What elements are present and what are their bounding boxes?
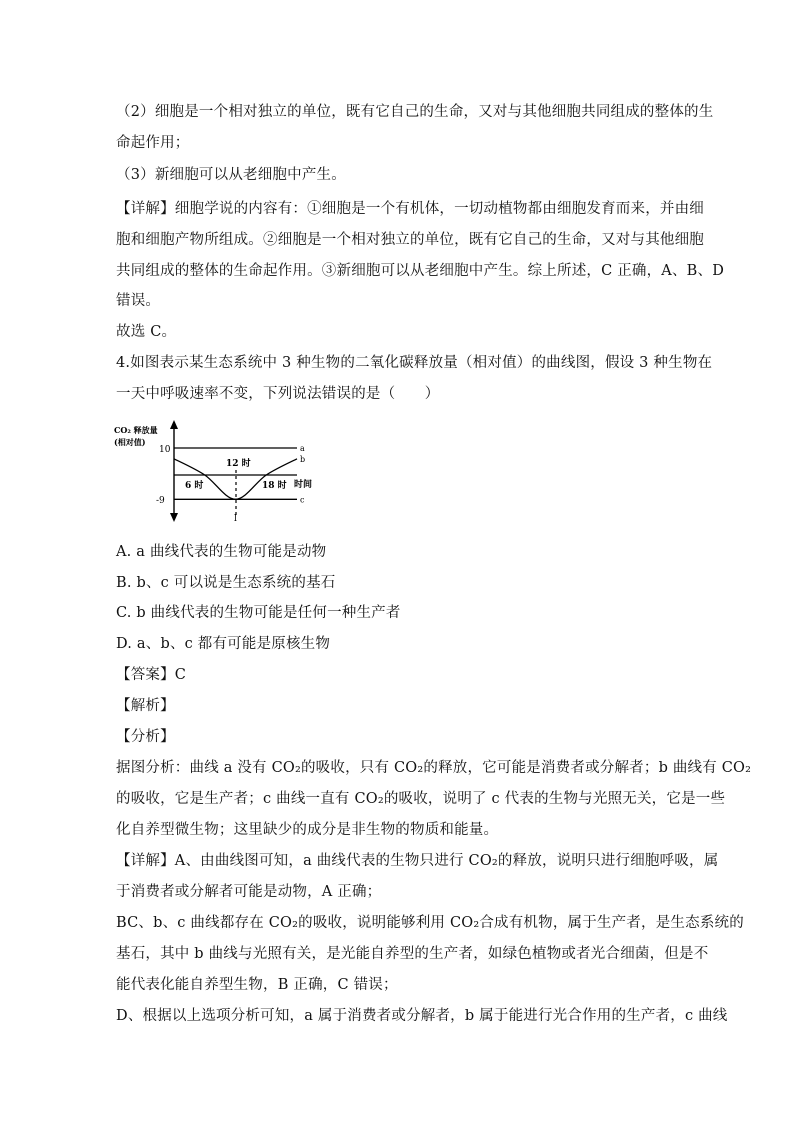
- section-heading: 【解析】: [116, 698, 175, 714]
- series-b-label: b: [300, 454, 306, 464]
- option-a: A. a 曲线代表的生物可能是动物: [116, 544, 327, 560]
- y-tick-label: -9: [156, 496, 165, 506]
- question-line: 4.如图表示某生态系统中 3 种生物的二氧化碳释放量（相对值）的曲线图，假设 3 种生物在: [116, 355, 713, 371]
- text-line: 胞和细胞产物所组成。②细胞是一个相对独立的单位，既有它自己的生命，又对与其他细胞: [116, 232, 704, 248]
- y-axis-label-2: (相对值): [114, 437, 146, 447]
- text-line: 共同组成的整体的生命起作用。③新细胞可以从老细胞中产生。综上所述，C 正确，A、B、D: [116, 263, 725, 279]
- series-a-label: a: [300, 444, 305, 453]
- time-label-6: 6 时: [185, 481, 204, 491]
- text-line: 【详解】细胞学说的内容有：①细胞是一个有机体，一切动植物都由细胞发育而来，并由细: [116, 201, 704, 217]
- text-line: 基石，其中 b 曲线与光照有关，是光能自养型的生产者，如绿色植物或者光合细菌，但是不: [116, 946, 709, 962]
- noon-marker-label: l: [234, 514, 237, 524]
- text-line: D、根据以上选项分析可知，a 属于消费者或分解者，b 属于能进行光合作用的生产者，c 曲线: [116, 1008, 728, 1024]
- text-line: 【详解】A、由曲线图可知，a 曲线代表的生物只进行 CO₂的释放，说明只进行细胞呼吸，属: [116, 853, 719, 869]
- text-line: 能代表化能自养型生物，B 正确，C 错误；: [116, 977, 398, 993]
- text-line: 化自养型微生物；这里缺少的成分是非生物的物质和能量。: [116, 822, 499, 838]
- y-axis-label-1: CO₂ 释放量: [114, 425, 158, 435]
- text-line: 于消费者或分解者可能是动物，A 正确；: [116, 884, 382, 900]
- answer-line: 【答案】C: [116, 667, 187, 683]
- text-line: BC、b、c 曲线都存在 CO₂的吸收，说明能够利用 CO₂合成有机物，属于生产者，是生态系统的: [116, 915, 744, 931]
- text-line: 错误。: [116, 293, 161, 309]
- option-c: C. b 曲线代表的生物可能是任何一种生产者: [116, 605, 401, 621]
- time-label-18: 18 时: [262, 481, 287, 491]
- x-axis-label: 时间: [294, 480, 313, 490]
- text-line: 命起作用；: [116, 135, 190, 151]
- text-line: 据图分析：曲线 a 没有 CO₂的吸收，只有 CO₂的释放，它可能是消费者或分解者；b 曲线有 CO₂: [116, 760, 752, 776]
- series-c-label: c: [300, 495, 305, 505]
- text-line: 的吸收，它是生产者；c 曲线一直有 CO₂的吸收，说明了 c 代表的生物与光照无关，它是一些: [116, 791, 726, 807]
- y-axis-arrow-up: [170, 420, 178, 429]
- option-d: D. a、b、c 都有可能是原核生物: [116, 636, 331, 652]
- text-line: 故选 C。: [116, 324, 177, 340]
- question-line: 一天中呼吸速率不变，下列说法错误的是（ ）: [116, 386, 440, 402]
- y-tick-label: 10: [159, 445, 171, 455]
- section-heading: 【分析】: [116, 729, 175, 745]
- time-label-12: 12 时: [226, 459, 251, 469]
- text-line: （3）新细胞可以从老细胞中产生。: [116, 167, 346, 183]
- text-line: （2）细胞是一个相对独立的单位，既有它自己的生命，又对与其他细胞共同组成的整体的生: [116, 104, 714, 120]
- option-b: B. b、c 可以说是生态系统的基石: [116, 575, 336, 591]
- series-layer: [174, 444, 305, 504]
- y-axis-arrow-down: [170, 513, 178, 522]
- co2-release-chart: [112, 420, 322, 525]
